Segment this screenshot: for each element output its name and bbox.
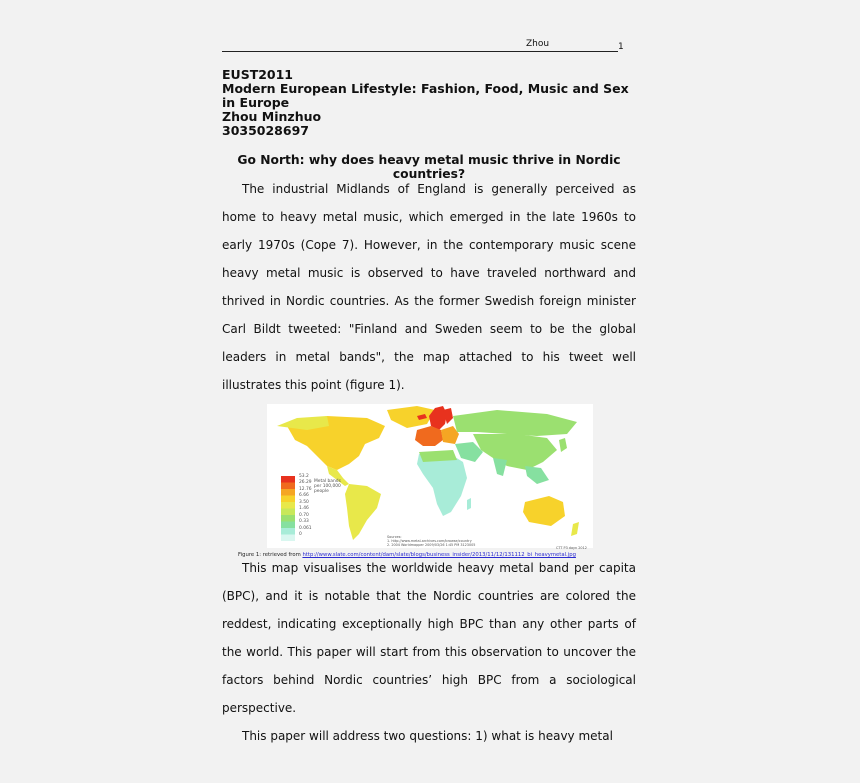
legend-value: 26.29 [299, 480, 312, 485]
legend-title: Metal bands per 100,000 people [314, 479, 341, 494]
legend-swatch [281, 515, 295, 522]
legend-value: 3.50 [299, 500, 309, 505]
legend-value: 0.061 [299, 526, 312, 531]
legend-swatch [281, 522, 295, 529]
paragraph-1: The industrial Midlands of England is generally perceived as home to heavy metal music, which emerged in the late 1960s to early 1970s (Cope 7). However, in the contemporary music scene heavy metal music is observed to have traveled northward and thrived in Nordic countries. As the former Swedish foreign minister Carl Bildt tweeted: "Finland and Sweden seem to be the global leaders in metal bands", the map attached to his tweet well illustrates this point (figure 1). [222, 182, 636, 392]
map-sources [387, 535, 527, 547]
sources-line-2: 2. 2004 Worldmapper 2009/03/26 1:45 PM 3123005 [387, 543, 476, 547]
paragraph-2: This map visualises the worldwide heavy metal band per capita (BPC), and it is notable that the Nordic countries are colored the reddest, indicating exceptionally high BPC than any other parts of the world. This paper will start from this observation to uncover the factors behind Nordic countries’ high BPC from a sociological perspective. [222, 561, 636, 715]
sources-label: Sources: [387, 535, 402, 539]
legend-swatch [281, 489, 295, 496]
header-author: Zhou [526, 39, 550, 49]
legend-value: 0.33 [299, 519, 309, 524]
legend-swatch [281, 483, 295, 490]
world-map-figure [267, 404, 593, 548]
madagascar [467, 498, 471, 510]
header-rule [222, 51, 618, 52]
legend-value: 53.2 [299, 474, 309, 479]
legend-swatch [281, 528, 295, 535]
map-credit: CTT P3 dayn 2012 [556, 546, 587, 550]
legend-value: 12.76 [299, 487, 312, 492]
course-code: EUST2011 [222, 67, 294, 82]
legend-swatch [281, 496, 295, 503]
caption-prefix: Figure 1: retrieved from [238, 552, 301, 558]
caption-link[interactable]: http://www.slate.com/content/dam/slate/blogs/business_insider/2013/11/12/131112_bi_heavymetal.jpg [302, 552, 576, 558]
student-info [222, 68, 642, 138]
north-africa [419, 450, 457, 462]
course-title: Modern European Lifestyle: Fashion, Food, Music and Sex in Europe [222, 81, 629, 110]
legend-value: 0 [299, 532, 302, 537]
sources-line-1: 1. http://www.metal-archives.com/browse/country [387, 539, 472, 543]
world-map [267, 404, 593, 548]
essay-title: Go North: why does heavy metal music thrive in Nordic countries? [237, 153, 621, 181]
legend-swatch [281, 502, 295, 509]
legend-color-scale [281, 476, 295, 541]
paragraph-3: This paper will address two questions: 1) what is heavy metal [242, 729, 613, 743]
legend-swatch [281, 535, 295, 542]
student-id: 3035028697 [222, 123, 309, 138]
legend-swatch [281, 509, 295, 516]
page-number: 1 [618, 42, 624, 52]
legend-value: 1.46 [299, 506, 309, 511]
legend-value: 0.70 [299, 513, 309, 518]
legend-swatch [281, 476, 295, 483]
legend-value: 6.66 [299, 493, 309, 498]
student-name: Zhou Minzhuo [222, 109, 322, 124]
